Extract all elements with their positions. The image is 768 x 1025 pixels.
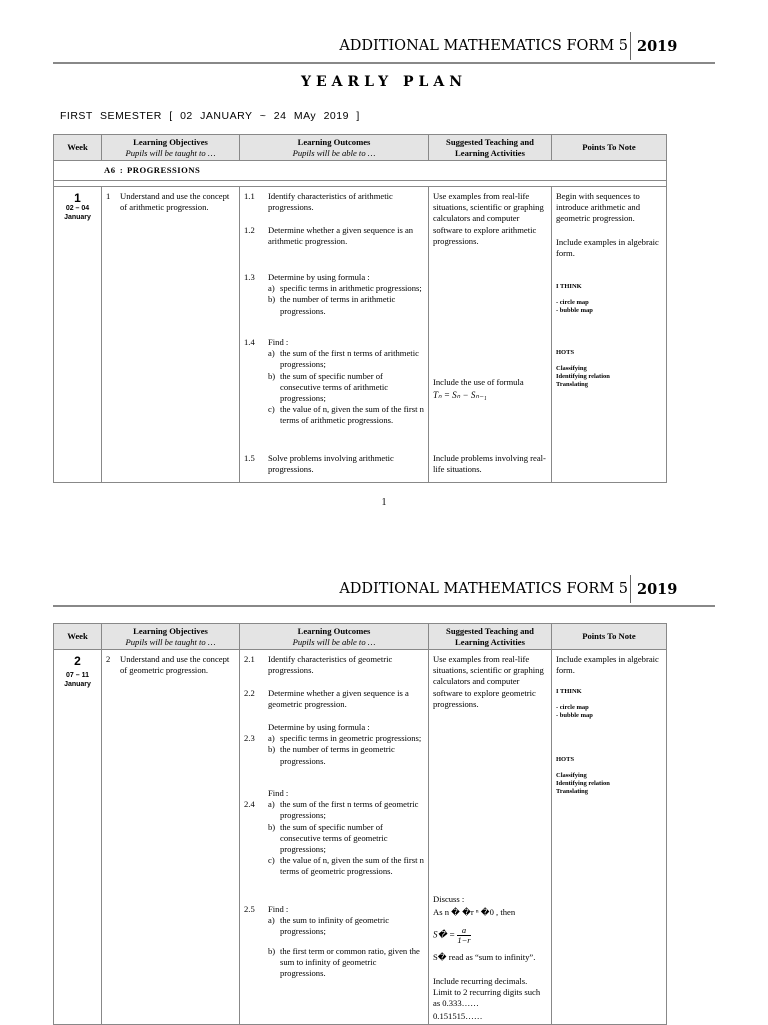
page-header-2 [0,581,768,621]
topic-row: A6 : PROGRESSIONS [54,161,667,181]
activities-cell: Use examples from real-life situations, scientific or graphing calculators and computer software to explore geometric progressions. Discuss : As n � �r ⁿ �0 , then S� = $\frac{a}{1-r}$ S� read as “sum to infinity”. Include recurring decimals. Limit to 2 recurring digits such as 0.333…… 0.151515…… [429,650,552,1025]
outcomes-cell: 2.1 Identify characteristics of geometric progressions. 2.2 Determine whether a given sequence is a geometric progression. 2.3 Determine by using formula : a) specific terms in geometric progressions; b) the number of terms in geometric progressions. 2.4 Find : a) the sum of the first n terms of geometric progressions; b) the sum of specific number of consecutive terms of geometric progressions; c) the value of n, given the sum of the first n terms of geometric progressions. 2.5 Find : a) the sum to infinity of geometric progressions; b) the first term or common ratio, given the sum to infinity of geometric progressions. [240,650,429,1025]
header-divider [630,32,631,60]
header-title: ADDITIONAL MATHEMATICS FORM 5 [339,38,628,54]
plan-title: YEARLY PLAN [300,74,467,90]
sum-to-infinity-formula: S� = $\frac{a}{1-r}$ [433,925,471,945]
col-activities: Suggested Teaching and Learning Activities [429,135,552,161]
col-week: Week [54,135,102,161]
col-activities: Suggested Teaching and Learning Activities [429,624,552,650]
header-year: 2019 [637,581,678,598]
week-cell: 2 07 – 11 January [54,650,102,1025]
header-year: 2019 [637,38,678,55]
outcomes-cell: 1.1 Identify characteristics of arithmetic progressions. 1.2 Determine whether a given sequence is an arithmetic progression. 1.3 Determine by using formula : a) specific terms in arithmetic progressions; b) the number of terms in arithmetic progressions. 1.4 Find : a) the sum of the first n terms of arithmetic progressions; b) the sum of specific number of consecutive terms of arithmetic progressions; c) the value of n, given the sum of the first n terms of arithmetic progressions. 1.5 Solve problems involving arithmetic progressions. [240,187,429,483]
notes-cell: Begin with sequences to introduce arithmetic and geometric progression. Include examples in algebraic form. I THINK - circle map - bubble map HOTS Classifying Identifying relation Translating [552,187,667,483]
col-outcomes: Learning Outcomes Pupils will be able to … [240,624,429,650]
objective-cell: 2 Understand and use the concept of geometric progression. [102,650,240,1025]
table-row [54,187,667,483]
formula: Tₙ = Sₙ − Sₙ₋₁ [433,390,487,400]
col-week: Week [54,624,102,650]
col-objectives: Learning Objectives Pupils will be taught to … [102,624,240,650]
col-notes: Points To Note [552,624,667,650]
semester-line: FIRST SEMESTER [ 02 JANUARY ~ 24 MAy 2019 ] [60,110,360,122]
header-rule [53,62,715,64]
header-divider [630,575,631,603]
header-rule [53,605,715,607]
yearly-plan-table-1 [53,134,667,483]
col-notes: Points To Note [552,135,667,161]
week-cell: 1 02 – 04 January [54,187,102,483]
col-outcomes: Learning Outcomes Pupils will be able to … [240,135,429,161]
header-title: ADDITIONAL MATHEMATICS FORM 5 [339,581,628,597]
page-header [0,38,768,78]
col-objectives: Learning Objectives Pupils will be taught to … [102,135,240,161]
notes-cell: Include examples in algebraic form. I THINK - circle map - bubble map HOTS Classifying Identifying relation Translating [552,650,667,1025]
table-row [54,650,667,1025]
yearly-plan-table-2 [53,623,667,1025]
page-number: 1 [381,497,387,508]
activities-cell: Use examples from real-life situations, scientific or graphing calculators and computer software to explore arithmetic progressions. Include the use of formula Tₙ = Sₙ − Sₙ₋₁ Include problems involving real-life situations. [429,187,552,483]
objective-cell: 1 Understand and use the concept of arithmetic progression. [102,187,240,483]
